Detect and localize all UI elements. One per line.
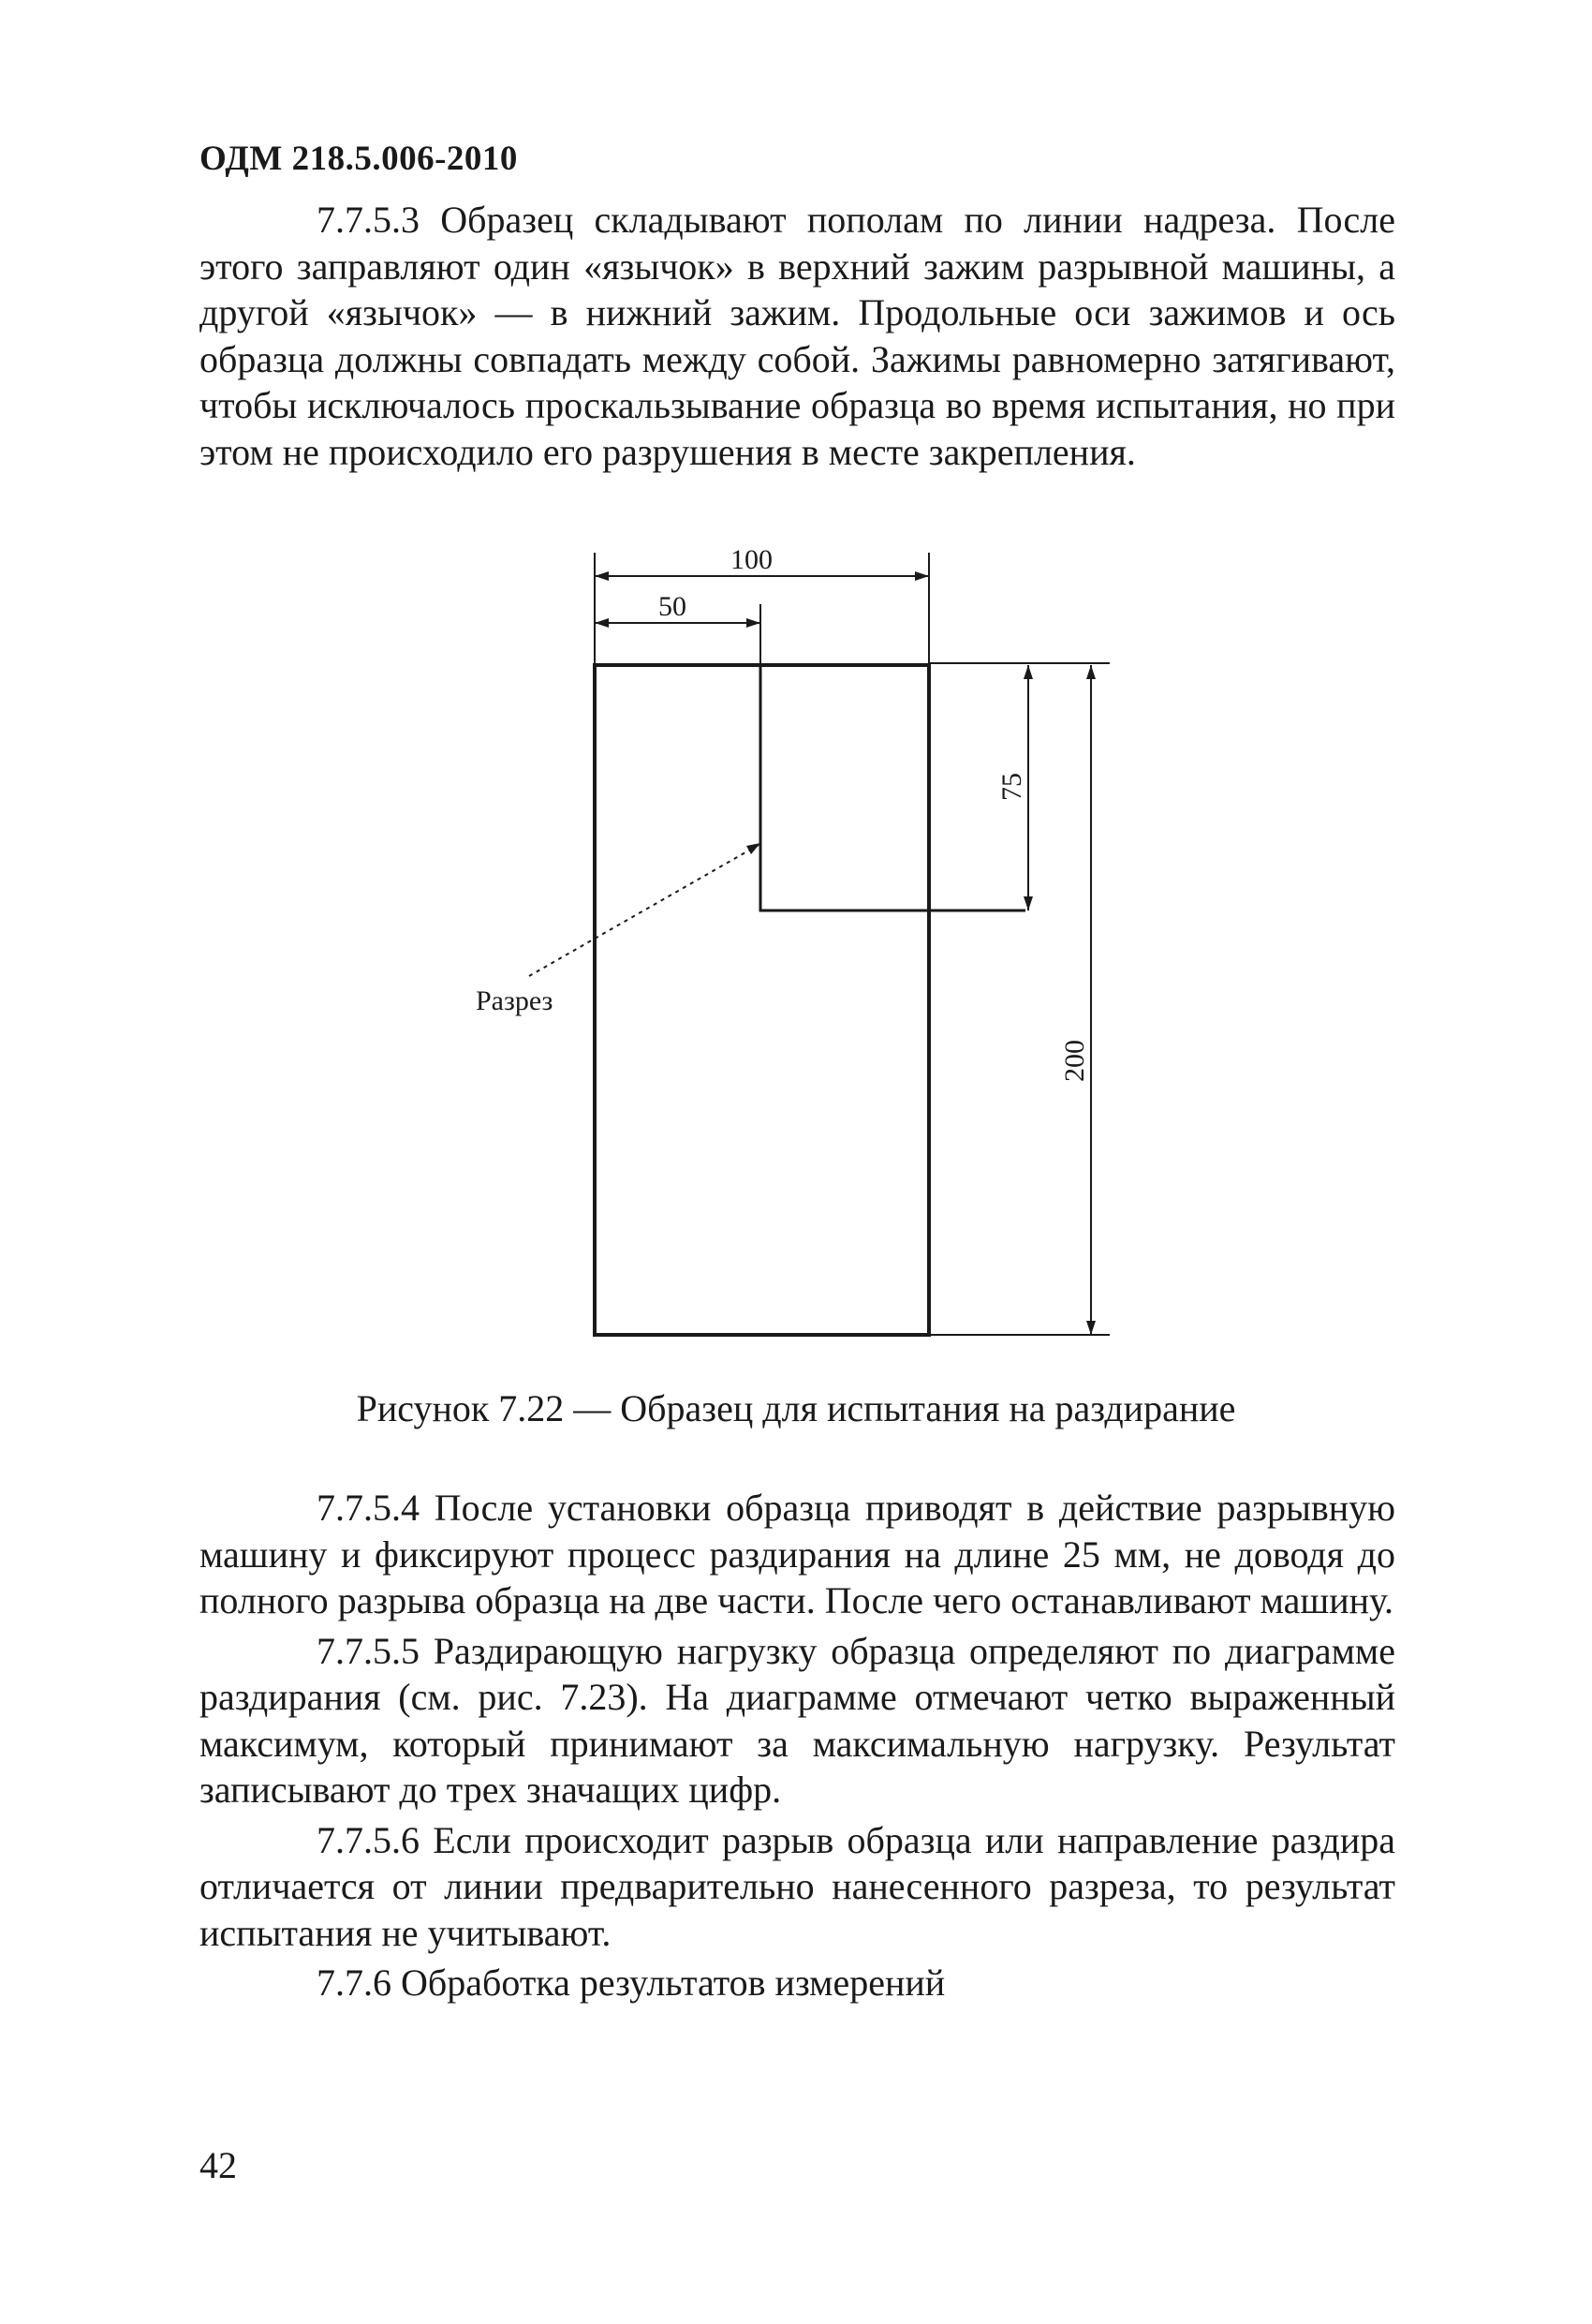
- arrow-200-top: [1086, 665, 1096, 679]
- paragraph-7-7-5-3: [199, 197, 1395, 475]
- arrow-50-left: [595, 618, 609, 628]
- cut-line: [760, 665, 1025, 910]
- arrow-200-bottom: [1086, 1321, 1096, 1335]
- dimension-label-100: 100: [730, 544, 773, 575]
- paragraph-group: [199, 1485, 1395, 2010]
- arrow-100-left: [595, 571, 609, 581]
- cut-leader-line: [529, 845, 759, 976]
- arrow-75-top: [1024, 665, 1033, 679]
- paragraph-7-7-5-4: 7.7.5.4 После установки образца приводят в действие разрывную машину и фиксируют процесс раздирания на длине 25 мм, не доводя до полного разрыва образца на две части. После чего останавливают машину.: [199, 1487, 1395, 1621]
- page-number: 42: [199, 2144, 237, 2186]
- specimen-outline: [595, 665, 929, 1335]
- arrow-75-bottom: [1024, 896, 1033, 910]
- document-code-header: ОДМ 218.5.006-2010: [199, 140, 518, 178]
- paragraph-text: 7.7.5.3 Образец складывают пополам по линии надреза. После этого заправляют один «язычок» в верхний зажим разрывной машины, а другой «язычок» — в нижний зажим. Продольные оси зажимов и ось образца должны совпадать между собой. Зажимы равномерно затягивают, чтобы исключалось проскальзывание образца во время испытания, но при этом не происходило его разрушения в месте закрепления.: [199, 199, 1395, 473]
- arrow-50-right: [746, 618, 760, 628]
- figure-caption: Рисунок 7.22 — Образец для испытания на раздирание: [356, 1387, 1236, 1429]
- arrow-100-right: [915, 571, 929, 581]
- dimension-label-200: 200: [1059, 1040, 1090, 1082]
- dimension-label-75: 75: [996, 773, 1027, 801]
- paragraph-7-7-6: 7.7.6 Обработка результатов измерений: [317, 1961, 946, 2004]
- paragraph-7-7-5-5: 7.7.5.5 Раздирающую нагрузку образца определяют по диаграмме раздирания (см. рис. 7.23). На диаграмме отмечают четко выраженный максимум, который принимают за максимальную нагрузку. Результат записывают до трех значащих цифр.: [199, 1629, 1395, 1811]
- cut-label: Разрез: [476, 985, 553, 1016]
- paragraph-7-7-5-6: 7.7.5.6 Если происходит разрыв образца или направление раздира отличается от линии предварительно нанесенного разреза, то результат испытания не учитывают.: [199, 1818, 1395, 1954]
- dimension-label-50: 50: [658, 591, 686, 622]
- cut-leader-arrow: [746, 843, 760, 854]
